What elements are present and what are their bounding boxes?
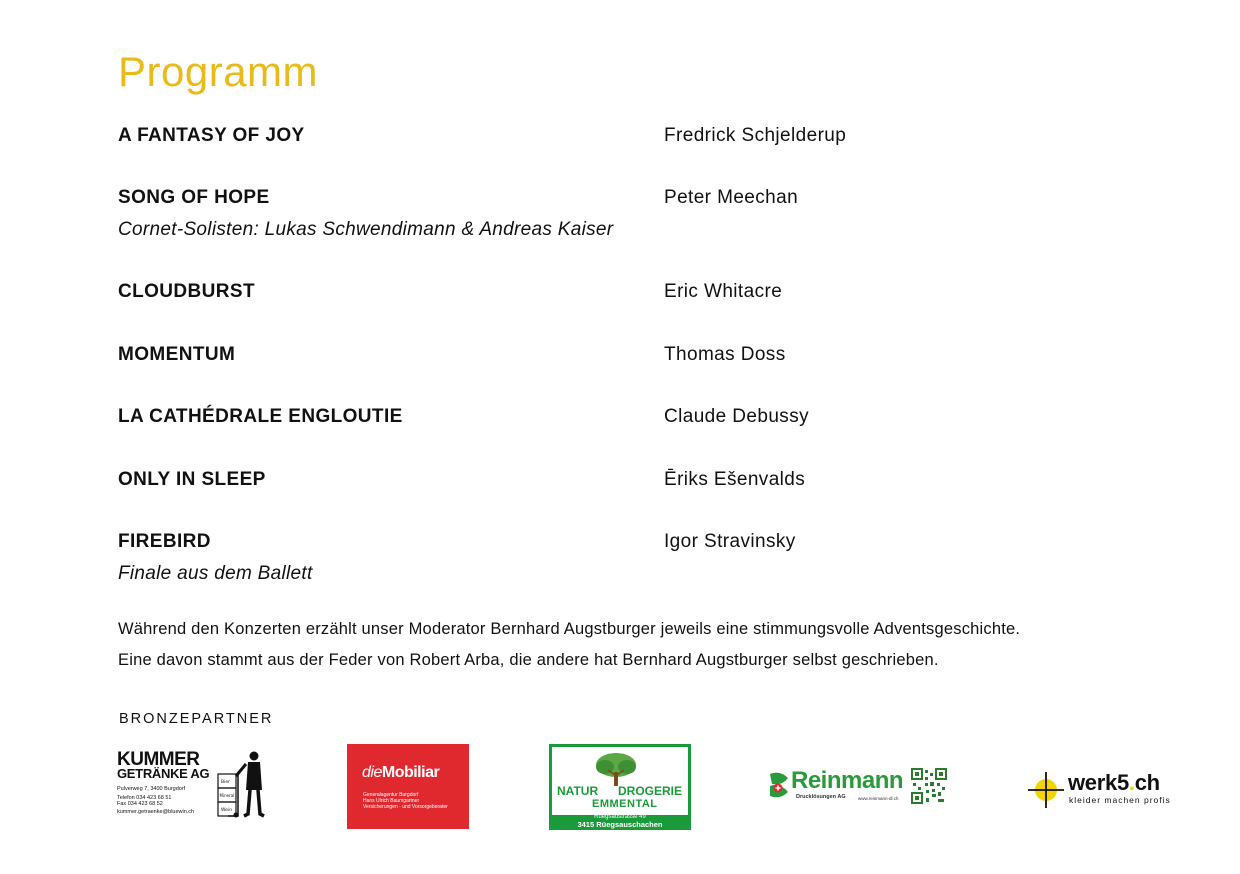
mobiliar-agency: Generalagentur Burgdorf bbox=[363, 792, 419, 798]
kummer-phone: Telefon 034 423 68 51 bbox=[117, 795, 172, 801]
reinmann-sub: Drucklösungen AG bbox=[796, 794, 846, 800]
mobiliar-agent: Hans Ulrich Baumgartner bbox=[363, 798, 420, 804]
werk5-wordmark: werk5 bbox=[1068, 770, 1129, 795]
delivery-man-icon bbox=[216, 750, 268, 818]
mobiliar-wordmark: Mobiliar bbox=[381, 764, 440, 781]
kummer-name: KUMMER bbox=[117, 749, 200, 770]
work-title: FIREBIRD bbox=[118, 531, 211, 552]
mobiliar-services: Versicherungen · und Vorsorgeberater bbox=[363, 804, 448, 810]
reinmann-logo bbox=[768, 768, 948, 806]
kummer-address: Pulverweg 7, 3400 Burgdorf bbox=[117, 786, 186, 792]
kummer-fax: Fax 034 423 68 52 bbox=[117, 801, 163, 807]
drogerie-region: EMMENTAL bbox=[592, 798, 658, 810]
crate-label-bier: Bier bbox=[221, 780, 230, 785]
work-title: LA CATHÉDRALE ENGLOUTIE bbox=[118, 406, 403, 427]
tree-icon bbox=[586, 752, 646, 788]
werk5-name bbox=[1068, 771, 1160, 795]
drogerie-town: 3415 Rüegsauschachen bbox=[577, 820, 663, 829]
werk5-dot: . bbox=[1128, 770, 1135, 795]
drogerie-logo bbox=[549, 744, 691, 830]
crosshair-icon bbox=[1026, 770, 1066, 810]
composer-name: Claude Debussy bbox=[664, 406, 810, 427]
composer-name: Peter Meechan bbox=[664, 187, 799, 208]
reinmann-mark-icon bbox=[768, 770, 790, 800]
mobiliar-logo bbox=[347, 744, 469, 829]
crate-label-mineral: Mineral bbox=[219, 793, 235, 798]
drogerie-natur: NATUR bbox=[557, 784, 599, 798]
work-subtitle: Cornet-Solisten: Lukas Schwendimann & Andreas Kaiser bbox=[118, 219, 614, 240]
drogerie-name: DROGERIE bbox=[618, 784, 683, 798]
work-title: ONLY IN SLEEP bbox=[118, 469, 266, 490]
work-title: A FANTASY OF JOY bbox=[118, 125, 305, 146]
moderator-note: Eine davon stammt aus der Feder von Robert Arba, die andere hat Bernhard Augstburger selbst geschrieben. bbox=[118, 651, 939, 669]
moderator-note: Während den Konzerten erzählt unser Moderator Bernhard Augstburger jeweils eine stimmungsvolle Adventsgeschichte. bbox=[118, 620, 1021, 638]
partners-label: BRONZEPARTNER bbox=[119, 711, 274, 727]
kummer-logo bbox=[116, 750, 268, 820]
werk5-tld: ch bbox=[1134, 770, 1160, 795]
reinmann-name: Reinmann bbox=[791, 767, 904, 794]
crate-label-wein: Wein bbox=[221, 808, 233, 813]
kummer-sub: GETRÄNKE AG bbox=[117, 766, 210, 781]
work-title: CLOUDBURST bbox=[118, 281, 255, 302]
kummer-email: kummer.getraenke@bluewin.ch bbox=[117, 809, 195, 815]
drogerie-street: Rüegsaustrasse 49 bbox=[594, 814, 646, 820]
work-subtitle: Finale aus dem Ballett bbox=[118, 563, 313, 584]
composer-name: Eric Whitacre bbox=[664, 281, 783, 302]
drogerie-panel bbox=[552, 747, 688, 815]
qr-code-icon bbox=[911, 768, 947, 804]
mobiliar-name bbox=[362, 764, 439, 782]
reinmann-url: www.reinmann-dl.ch bbox=[858, 796, 899, 801]
composer-name: Fredrick Schjelderup bbox=[664, 125, 847, 146]
composer-name: Thomas Doss bbox=[664, 344, 786, 365]
page-title: Programm bbox=[118, 48, 319, 95]
werk5-logo bbox=[1026, 770, 1186, 810]
mobiliar-die: die bbox=[362, 764, 382, 781]
werk5-tagline: kleider machen profis bbox=[1069, 795, 1171, 805]
composer-name: Ēriks Ešenvalds bbox=[664, 469, 806, 490]
work-title: SONG OF HOPE bbox=[118, 187, 270, 208]
work-title: MOMENTUM bbox=[118, 344, 236, 365]
composer-name: Igor Stravinsky bbox=[664, 531, 796, 552]
